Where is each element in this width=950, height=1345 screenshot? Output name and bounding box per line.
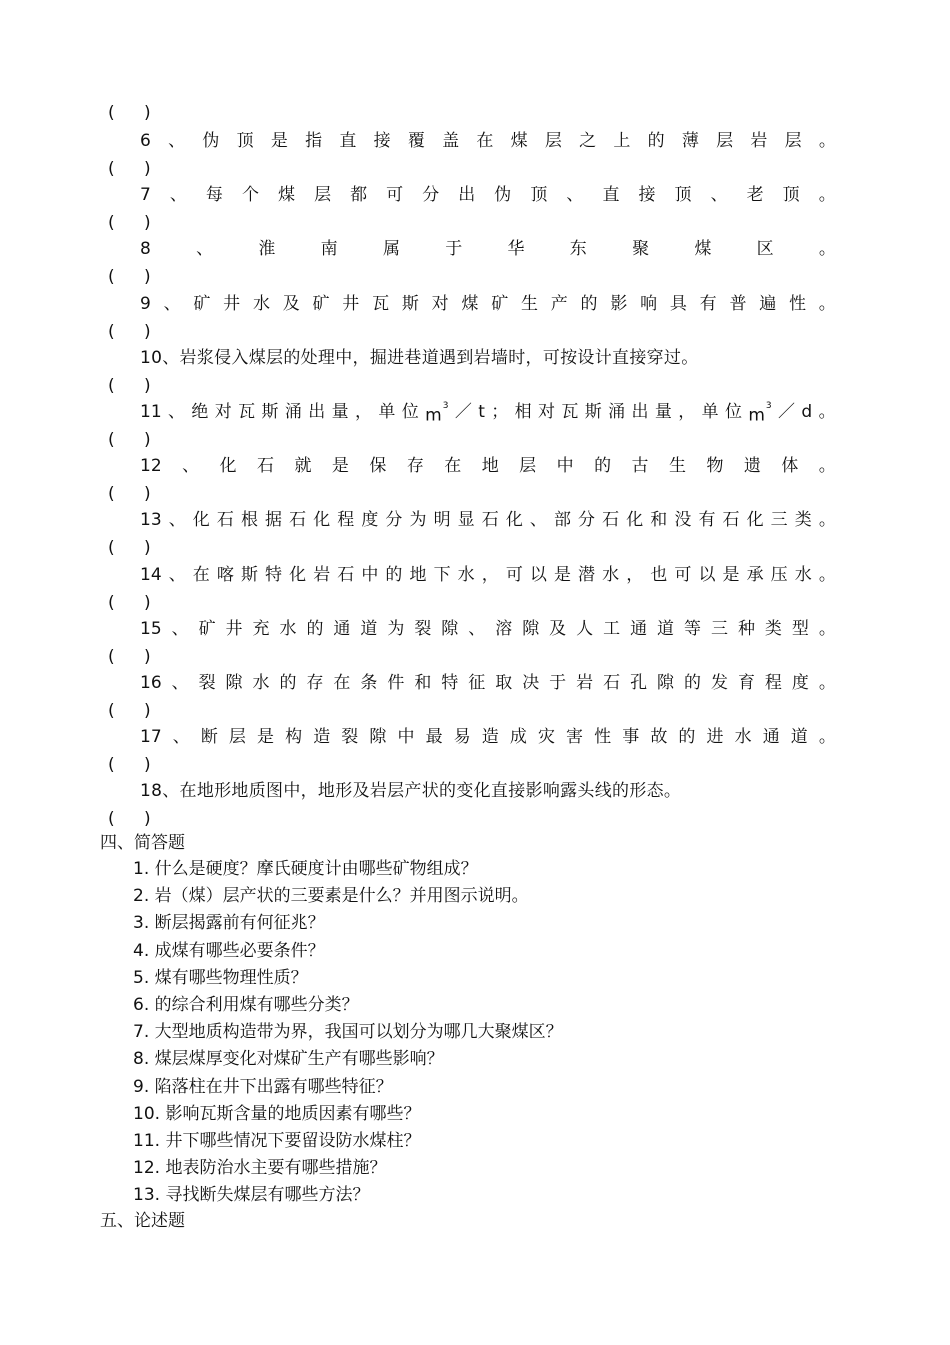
answer-bracket: ( ) (108, 376, 163, 396)
judgement-item: 14 、 在 喀 斯 特 化 岩 石 中 的 地 下 水 ， 可 以 是 潜 水 ， 也 可 以 是 承 压 水 。 (140, 565, 836, 585)
judgement-item: 18、在地形地质图中，地形及岩层产状的变化直接影响露头线的形态。 (140, 781, 682, 801)
question-item: 10. 影响瓦斯含量的地质因素有哪些？ (133, 1104, 421, 1124)
answer-bracket: ( ) (108, 430, 163, 450)
judgement-item: 9 、 矿 井 水 及 矿 井 瓦 斯 对 煤 矿 生 产 的 影 响 具 有 普 遍 性 。 (140, 294, 836, 314)
question-item: 6. 的综合利用煤有哪些分类？ (133, 995, 359, 1015)
answer-bracket: ( ) (108, 701, 163, 721)
answer-bracket: ( ) (108, 647, 163, 667)
judgement-item: 6 、 伪 顶 是 指 直 接 覆 盖 在 煤 层 之 上 的 薄 层 岩 层 。 (140, 131, 836, 151)
answer-bracket: ( ) (108, 484, 163, 504)
question-item: 5. 煤有哪些物理性质？ (133, 968, 308, 988)
answer-bracket: ( ) (108, 267, 163, 287)
question-item: 1. 什么是硬度？摩氏硬度计由哪些矿物组成？ (133, 859, 478, 879)
judgement-item: 15 、 矿 井 充 水 的 通 道 为 裂 隙 、 溶 隙 及 人 工 通 道 等 三 种 类 型 。 (140, 619, 836, 639)
answer-bracket: ( ) (108, 213, 163, 233)
question-item: 2. 岩（煤）层产状的三要素是什么？并用图示说明。 (133, 886, 529, 906)
judgement-item: 16 、 裂 隙 水 的 存 在 条 件 和 特 征 取 决 于 岩 石 孔 隙 的 发 育 程 度 。 (140, 673, 836, 693)
judgement-item: 11 、 绝 对 瓦 斯 涌 出 量 ， 单 位 $m^3$ ／ t ； 相 对 瓦 斯 涌 出 量 ， 单 位 $m^3$ ／ d 。 (140, 401, 836, 426)
question-item: 7. 大型地质构造带为界，我国可以划分为哪几大聚煤区？ (133, 1022, 563, 1042)
answer-bracket: ( ) (108, 103, 163, 123)
question-item: 8. 煤层煤厚变化对煤矿生产有哪些影响？ (133, 1049, 444, 1069)
question-item: 9. 陷落柱在井下出露有哪些特征？ (133, 1077, 393, 1097)
judgement-item: 10、岩浆侵入煤层的处理中，掘进巷道遇到岩墙时，可按设计直接穿过。 (140, 348, 699, 368)
judgement-item: 13 、 化 石 根 据 石 化 程 度 分 为 明 显 石 化 、 部 分 石 化 和 没 有 石 化 三 类 。 (140, 510, 836, 530)
judgement-item: 8 、 淮 南 属 于 华 东 聚 煤 区 。 (140, 239, 836, 259)
question-item: 4. 成煤有哪些必要条件？ (133, 941, 325, 961)
judgement-item: 12 、 化 石 就 是 保 存 在 地 层 中 的 古 生 物 遗 体 。 (140, 456, 836, 476)
judgement-item: 7 、 每 个 煤 层 都 可 分 出 伪 顶 、 直 接 顶 、 老 顶 。 (140, 185, 836, 205)
question-item: 3. 断层揭露前有何征兆？ (133, 913, 325, 933)
answer-bracket: ( ) (108, 755, 163, 775)
answer-bracket: ( ) (108, 809, 163, 829)
question-item: 13. 寻找断失煤层有哪些方法？ (133, 1185, 370, 1205)
answer-bracket: ( ) (108, 322, 163, 342)
answer-bracket: ( ) (108, 159, 163, 179)
answer-bracket: ( ) (108, 538, 163, 558)
question-item: 12. 地表防治水主要有哪些措施？ (133, 1158, 387, 1178)
judgement-item: 17 、 断 层 是 构 造 裂 隙 中 最 易 造 成 灾 害 性 事 故 的 进 水 通 道 。 (140, 727, 836, 747)
answer-bracket: ( ) (108, 593, 163, 613)
section-title: 四、简答题 (100, 833, 185, 853)
section-title: 五、论述题 (100, 1211, 185, 1231)
question-item: 11. 井下哪些情况下要留设防水煤柱？ (133, 1131, 421, 1151)
